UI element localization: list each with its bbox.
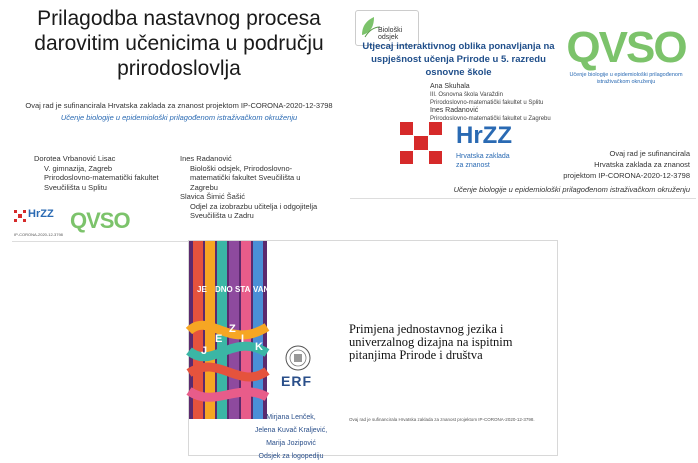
slide1-project-text: Učenje biologije u epidemiološki prilagođenom istraživačkom okruženju (60, 113, 298, 122)
qv-wordmark: QVSO (566, 23, 686, 72)
university-seal-icon (285, 345, 311, 371)
art-letter: K (255, 341, 263, 353)
author-affiliation: V. gimnazija, Zagreb (44, 163, 113, 173)
art-letter: I (241, 333, 245, 345)
author-affiliation: Prirodoslovno-matematički fakultet u Zagrebu (430, 116, 551, 122)
slide3 (188, 240, 558, 460)
slide2-funding-text (550, 148, 690, 181)
author-affiliation: Prirodoslovno-matematički fakultet u Splitu (430, 100, 544, 106)
biology-dept-label: Biološki odsjek (378, 27, 403, 41)
braided-ribbons-icon (189, 241, 270, 419)
author-name: Dorotea Vrbanović Lisac (34, 154, 116, 163)
slide1-author1 (34, 154, 174, 192)
author-affiliation: Prirodoslovno-matematički fakultet Sveučilišta u Splitu (44, 173, 159, 192)
erf-wordmark: ERF (281, 373, 312, 389)
author-name: Ana Skuhala (430, 83, 470, 90)
jednostavan-jezik-artwork (189, 241, 270, 419)
slide1-funding-text: Ovaj rad je sufinancirala Hrvatska zaklada za znanost projektom IP-CORONA-2020-12-3798 (25, 101, 333, 110)
hrzz-mark-icon (14, 210, 26, 222)
slide1-author2 (180, 154, 330, 192)
hrzz-logo-small (14, 208, 62, 240)
funding-line: Hrvatska zaklada za znanost (594, 160, 690, 169)
hrzz-wordmark: HrZZ (28, 208, 54, 220)
author-affiliation: Biološki odsjek, Prirodoslovno-matematički fakultet Sveučilišta u Zagrebu (190, 163, 301, 192)
hrzz-logo (400, 120, 550, 180)
author-name: Slavica Šimić Šašić (180, 192, 246, 201)
qv-subtext: Učenje biologije u epidemiološki prilagođenom istraživačkom okruženju (569, 72, 683, 85)
slide3-title: Primjena jednostavnog jezika i univerzalnog dizajna na ispitnim pitanjima Prirode i društva (349, 322, 513, 362)
erf-logo (281, 373, 321, 391)
slide2-authors (430, 83, 570, 123)
art-word: DNO (215, 285, 233, 294)
author-name: Mirjana Lenček, (266, 414, 316, 421)
author-name: Ines Radanović (180, 154, 232, 163)
art-word: STA (235, 285, 251, 294)
slide2-title: Utjecaj interaktivnog oblika ponavljanja na uspješnost učenja Prirode u 5. razredu osnovne škole (362, 41, 555, 78)
art-word: VAN (253, 285, 270, 294)
funding-line: Ovaj rad je sufinancirala (609, 149, 690, 158)
slide1-author3 (180, 192, 330, 221)
slide2-project-text: Učenje biologije u epidemiološki prilagođenom istraživačkom okruženju (453, 185, 690, 194)
divider (350, 198, 696, 199)
department-name: Odsjek za logopediju (258, 453, 324, 460)
qv-logo-small (64, 208, 128, 240)
hrzz-small-subtext: IP-CORONA-2020-12-3798 (14, 232, 63, 237)
hrzz-wordmark: HrZZ (456, 122, 512, 149)
author-name: Marija Jozipović (266, 440, 316, 447)
author-affiliation: Odjel za izobrazbu učitelja i odgojitelja Sveučilišta u Zadru (190, 201, 318, 220)
hrzz-subtext: Hrvatska zaklada za znanost (456, 153, 510, 169)
art-letter: Z (229, 323, 236, 335)
qv-logo (566, 24, 686, 86)
art-word: JE (197, 285, 207, 294)
funding-line: projektom IP-CORONA-2020-12-3798 (563, 171, 690, 180)
slide1-title: Prilagodba nastavnog procesa darovitim učenicima u području prirodoslovlja (34, 7, 324, 80)
slide3-authors (241, 411, 341, 463)
author-name: Ines Radanović (430, 107, 479, 114)
author-name: Jelena Kuvač Kraljević, (254, 427, 328, 434)
slide3-funding-text: Ovaj rad je sufinancirala Hrvatska zaklada za znanost projektom IP-CORONA-2020-12-3798. (349, 417, 535, 422)
art-letter: E (215, 333, 223, 345)
hrzz-mark-icon (400, 122, 442, 164)
art-letter: J (201, 345, 208, 357)
author-affiliation: III. Osnovna škola Varaždin (430, 92, 503, 98)
qv-wordmark: QVSO (70, 208, 130, 233)
